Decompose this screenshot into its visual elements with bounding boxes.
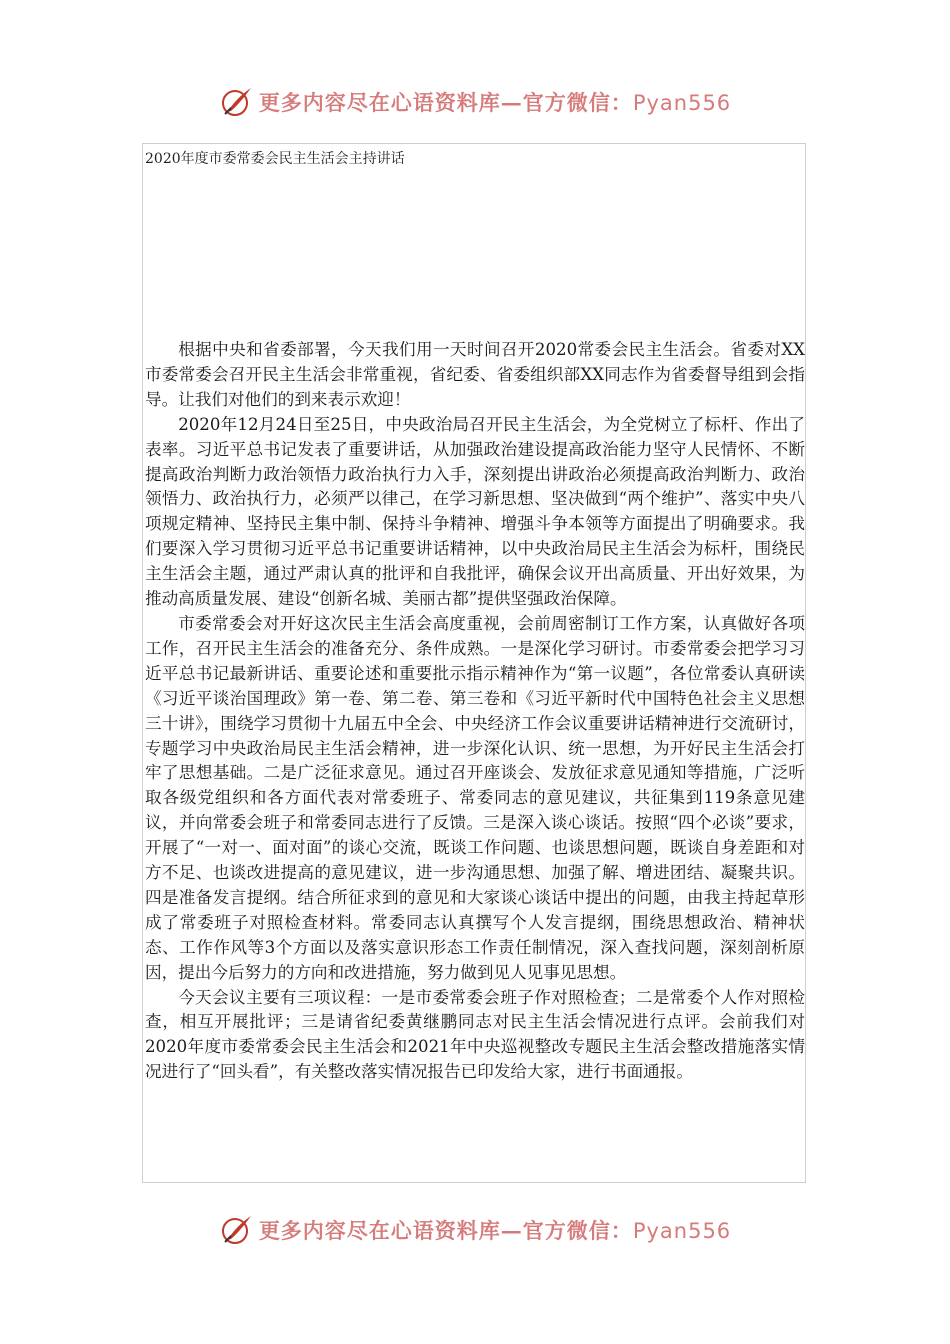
footer-watermark-banner	[0, 1210, 950, 1250]
wechat-handle: Pyan556	[632, 1219, 732, 1243]
banner-text: 更多内容尽在心语资料库—官方微信：Pyan556	[258, 1218, 732, 1243]
paragraph: 今天会议主要有三项议程：一是市委常委会班子作对照检查；二是常委个人作对照检查，相互开展批评；三是请省纪委黄继鹏同志对民主生活会情况进行点评。会前我们对2020年度市委常委会民主生活会和2021年中央巡视整改专题民主生活会整改措施落实情况进行了“回头看”，有关整改落实情况报告已印发给大家，进行书面通报。	[145, 987, 805, 1082]
quill-pen-logo-icon	[219, 84, 255, 120]
paragraph: 2020年12月24日至25日，中央政治局召开民主生活会，为全党树立了标杆、作出了表率。习近平总书记发表了重要讲话，从加强政治建设提高政治能力坚守人民情怀、不断提高政治判断力政治领悟力政治执行力入手，深刻提出讲政治必须提高政治判断力、政治领悟力、政治执行力，必须严以律己，在学习新思想、坚决做到“两个维护”、落实中央八项规定精神、坚持民主集中制、保持斗争精神、增强斗争本领等方面提出了明确要求。我们要深入学习贯彻习近平总书记重要讲话精神，以中央政治局民主生活会为标杆，围绕民主生活会主题，通过严肃认真的批评和自我批评，确保会议开出高质量、开出好效果，为推动高质量发展、建设“创新名城、美丽古都”提供坚强政治保障。	[145, 414, 805, 609]
banner-text: 更多内容尽在心语资料库—官方微信：Pyan556	[258, 90, 732, 115]
paragraph: 根据中央和省委部署，今天我们用一天时间召开2020常委会民主生活会。省委对XX市委常委会召开民主生活会非常重视，省纪委、省委组织部XX同志作为省委督导组到会指导。让我们对他们的到来表示欢迎！	[145, 340, 805, 409]
paragraph: 市委常委会对开好这次民主生活会高度重视，会前周密制订工作方案，认真做好各项工作，召开民主生活会的准备充分、条件成熟。一是深化学习研讨。市委常委会把学习习近平总书记最新讲话、重要论述和重要批示指示精神作为“第一议题”，各位常委认真研读《习近平谈治国理政》第一卷、第二卷、第三卷和《习近平新时代中国特色社会主义思想三十讲》，围绕学习贯彻十九届五中全会、中央经济工作会议重要讲话精神进行交流研讨，专题学习中央政治局民主生活会精神，进一步深化认识、统一思想，为开好民主生活会打牢了思想基础。二是广泛征求意见。通过召开座谈会、发放征求意见通知等措施，广泛听取各级党组织和各方面代表对常委班子、常委同志的意见建议，共征集到119条意见建议，并向常委会班子和常委同志进行了反馈。三是深入谈心谈话。按照“四个必谈”要求，开展了“一对一、面对面”的谈心交流，既谈工作问题、也谈思想问题，既谈自身差距和对方不足、也谈改进提高的意见建议，进一步沟通思想、加强了解、增进团结、凝聚共识。四是准备发言提纲。结合所征求到的意见和大家谈心谈话中提出的问题，由我主持起草形成了常委班子对照检查材料。常委同志认真撰写个人发言提纲，围绕思想政治、精神状态、工作作风等3个方面以及落实意识形态工作责任制情况，深入查找问题，深刻剖析原因，提出今后努力的方向和改进措施，努力做到见人见事见思想。	[145, 613, 805, 982]
header-watermark-banner	[0, 82, 950, 122]
document-page	[142, 143, 806, 1183]
document-title: 2020年度市委常委会民主生活会主持讲话	[145, 151, 405, 167]
wechat-handle: Pyan556	[632, 91, 732, 115]
quill-pen-logo-icon	[219, 1212, 255, 1248]
document-body	[145, 338, 805, 1085]
